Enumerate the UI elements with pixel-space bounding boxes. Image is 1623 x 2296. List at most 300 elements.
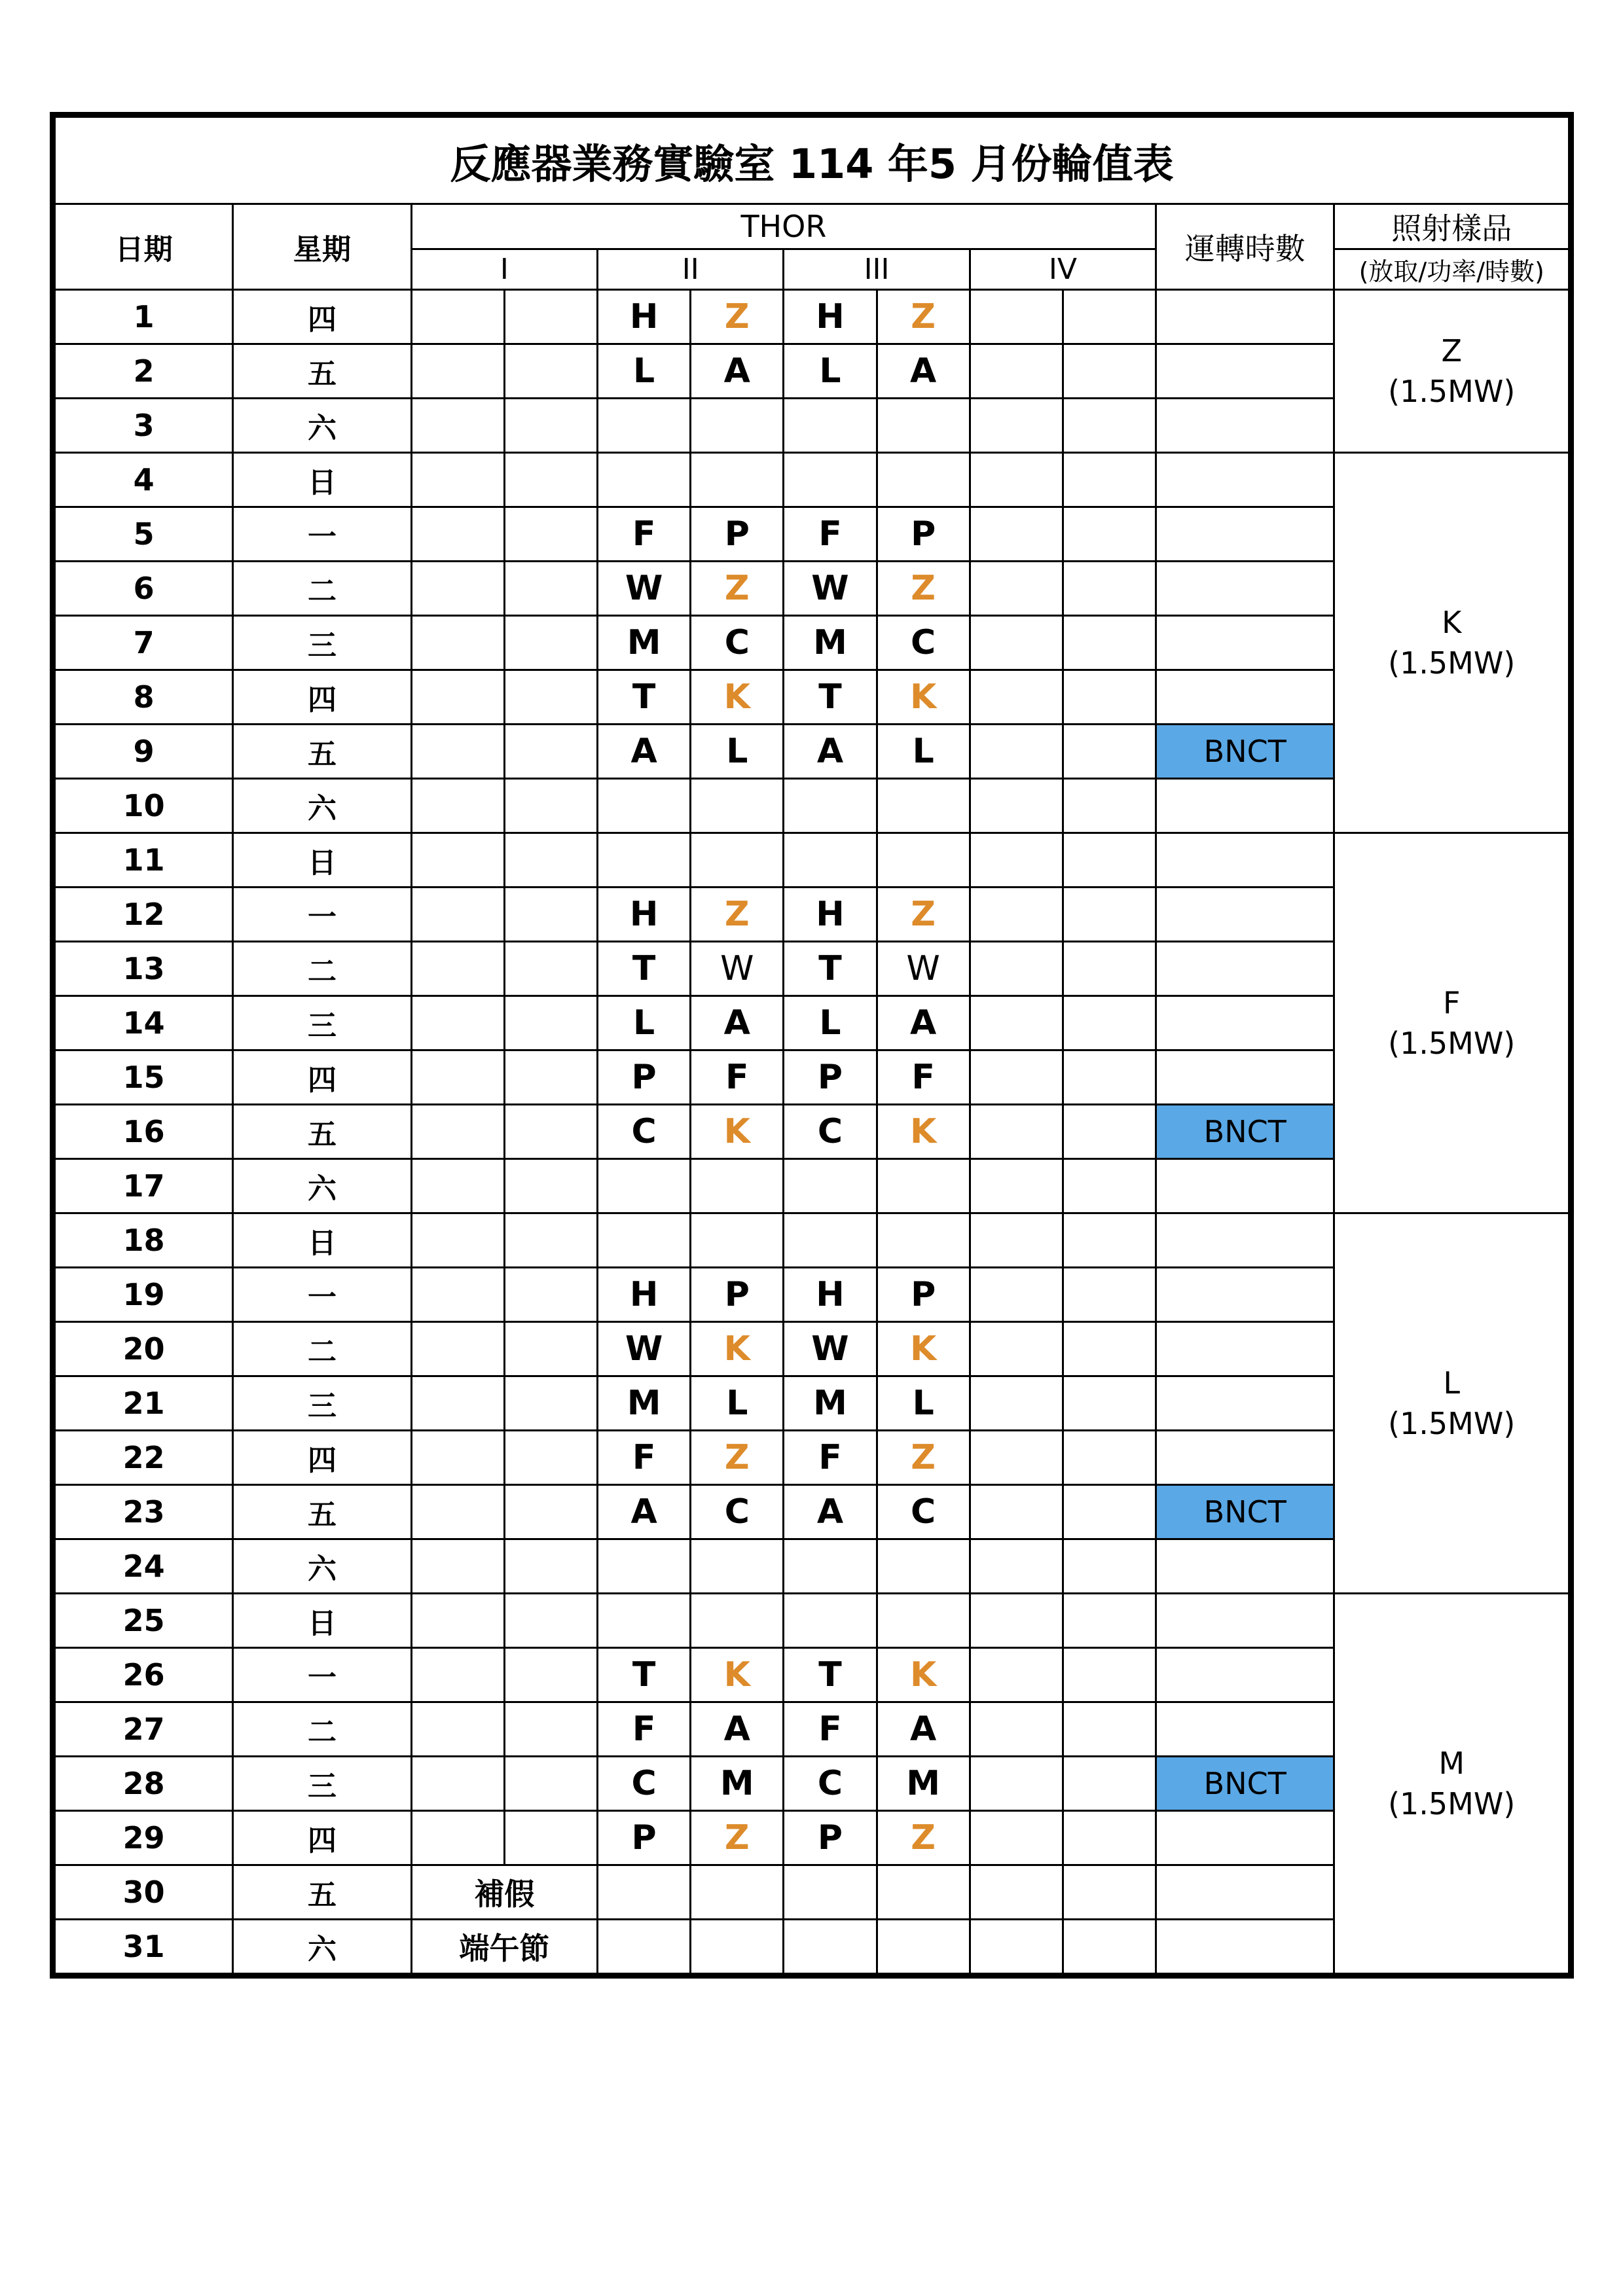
- sample-cell: [1334, 1594, 1569, 1974]
- thor-iv-b: [1063, 1268, 1156, 1322]
- thor-iv-b: [1063, 942, 1156, 996]
- thor-iii-staff-left: A: [784, 725, 877, 779]
- thor-ii-staff-left: T: [598, 1648, 691, 1702]
- duty-roster-table: [54, 116, 1570, 1975]
- weekday-cell: 三: [233, 996, 411, 1050]
- thor-i-b: [504, 1268, 597, 1322]
- thor-ii-staff-left: M: [598, 1376, 691, 1431]
- date-cell: 31: [55, 1920, 233, 1974]
- date-cell: 3: [55, 399, 233, 453]
- thor-ii-staff-left: [598, 1594, 691, 1648]
- thor-i-a: [411, 888, 504, 942]
- thor-iii-staff-right: M: [877, 1757, 970, 1811]
- thor-iv-b: [1063, 399, 1156, 453]
- table-row: [55, 1213, 1569, 1268]
- thor-ii-staff-left: F: [598, 1431, 691, 1485]
- date-cell: 2: [55, 344, 233, 399]
- thor-iv-b: [1063, 725, 1156, 779]
- thor-iv-b: [1063, 1594, 1156, 1648]
- thor-iii-staff-right: K: [877, 1648, 970, 1702]
- thor-iv-a: [970, 1811, 1063, 1865]
- hours-cell: [1156, 507, 1334, 562]
- thor-i-a: [411, 1376, 504, 1431]
- page-title: 反應器業務實驗室 114 年5 月份輪值表: [55, 117, 1569, 204]
- thor-ii-staff-left: H: [598, 290, 691, 344]
- date-cell: 10: [55, 779, 233, 833]
- thor-iii-staff-left: W: [784, 562, 877, 616]
- thor-ii-staff-left: [598, 779, 691, 833]
- thor-ii-staff-right: [691, 1159, 784, 1213]
- thor-iii-staff-right: Z: [877, 1431, 970, 1485]
- thor-ii-staff-right: A: [691, 344, 784, 399]
- thor-i-a: [411, 1105, 504, 1159]
- thor-i-b: [504, 1648, 597, 1702]
- weekday-cell: 日: [233, 1213, 411, 1268]
- thor-iii-staff-left: [784, 1539, 877, 1594]
- thor-iii-staff-left: [784, 1865, 877, 1920]
- thor-iv-a: [970, 1159, 1063, 1213]
- thor-i-b: [504, 1485, 597, 1539]
- thor-iii-staff-left: [784, 779, 877, 833]
- thor-i-a: [411, 1539, 504, 1594]
- thor-i-b: [504, 1811, 597, 1865]
- thor-ii-staff-right: K: [691, 670, 784, 725]
- thor-iii-staff-left: [784, 453, 877, 507]
- thor-i-a: [411, 562, 504, 616]
- thor-iii-staff-left: [784, 399, 877, 453]
- thor-ii-staff-right: [691, 1594, 784, 1648]
- thor-iv-a: [970, 290, 1063, 344]
- thor-iii-staff-right: K: [877, 1105, 970, 1159]
- thor-iii-staff-right: A: [877, 1702, 970, 1757]
- thor-iii-staff-left: L: [784, 344, 877, 399]
- hours-cell: [1156, 1865, 1334, 1920]
- hours-cell: [1156, 1920, 1334, 1974]
- thor-iii-staff-left: W: [784, 1322, 877, 1376]
- date-cell: 6: [55, 562, 233, 616]
- thor-i-a: [411, 399, 504, 453]
- hours-cell: [1156, 1159, 1334, 1213]
- thor-iv-b: [1063, 1159, 1156, 1213]
- thor-i-a: [411, 1594, 504, 1648]
- header-thor-ii: II: [598, 249, 784, 290]
- weekday-cell: 六: [233, 1539, 411, 1594]
- sample-power: (1.5MW): [1388, 645, 1516, 681]
- thor-ii-staff-left: H: [598, 888, 691, 942]
- date-cell: 14: [55, 996, 233, 1050]
- hours-cell: [1156, 1648, 1334, 1702]
- hours-cell: [1156, 1376, 1334, 1431]
- date-cell: 5: [55, 507, 233, 562]
- weekday-cell: 一: [233, 888, 411, 942]
- weekday-cell: 六: [233, 1920, 411, 1974]
- thor-iii-staff-left: T: [784, 942, 877, 996]
- weekday-cell: 六: [233, 1159, 411, 1213]
- date-cell: 18: [55, 1213, 233, 1268]
- header-weekday: 星期: [233, 204, 411, 290]
- thor-iii-staff-left: [784, 1213, 877, 1268]
- weekday-cell: 一: [233, 1648, 411, 1702]
- thor-iii-staff-right: P: [877, 507, 970, 562]
- thor-iii-staff-left: C: [784, 1757, 877, 1811]
- thor-iii-staff-right: L: [877, 1376, 970, 1431]
- thor-iv-a: [970, 562, 1063, 616]
- thor-i-a: [411, 1485, 504, 1539]
- thor-iv-b: [1063, 1811, 1156, 1865]
- thor-ii-staff-right: L: [691, 725, 784, 779]
- thor-ii-staff-right: A: [691, 996, 784, 1050]
- thor-iv-b: [1063, 670, 1156, 725]
- thor-iii-staff-right: L: [877, 725, 970, 779]
- thor-iv-b: [1063, 1865, 1156, 1920]
- thor-i-a: [411, 670, 504, 725]
- hours-cell: [1156, 453, 1334, 507]
- hours-cell: [1156, 1594, 1334, 1648]
- thor-iv-a: [970, 1485, 1063, 1539]
- sample-cell: [1334, 1213, 1569, 1594]
- thor-ii-staff-right: [691, 1539, 784, 1594]
- date-cell: 7: [55, 616, 233, 670]
- thor-ii-staff-left: F: [598, 1702, 691, 1757]
- thor-iv-b: [1063, 1376, 1156, 1431]
- thor-iii-staff-right: [877, 453, 970, 507]
- header-thor-iv: IV: [970, 249, 1156, 290]
- thor-iv-a: [970, 616, 1063, 670]
- thor-ii-staff-left: [598, 453, 691, 507]
- thor-i-b: [504, 1159, 597, 1213]
- thor-iii-staff-left: P: [784, 1050, 877, 1105]
- weekday-cell: 五: [233, 1485, 411, 1539]
- thor-i-a: [411, 453, 504, 507]
- thor-ii-staff-right: K: [691, 1105, 784, 1159]
- date-cell: 16: [55, 1105, 233, 1159]
- thor-ii-staff-right: [691, 399, 784, 453]
- thor-ii-staff-right: M: [691, 1757, 784, 1811]
- thor-i-a: [411, 507, 504, 562]
- thor-ii-staff-left: P: [598, 1811, 691, 1865]
- thor-iii-staff-right: Z: [877, 290, 970, 344]
- thor-iv-a: [970, 453, 1063, 507]
- thor-iii-staff-left: M: [784, 1376, 877, 1431]
- date-cell: 8: [55, 670, 233, 725]
- thor-ii-staff-left: A: [598, 1485, 691, 1539]
- table-row: [55, 290, 1569, 344]
- bnct-badge: BNCT: [1156, 1757, 1334, 1811]
- thor-i-a: [411, 1811, 504, 1865]
- thor-iv-b: [1063, 1105, 1156, 1159]
- thor-i-a: [411, 1213, 504, 1268]
- thor-ii-staff-left: W: [598, 562, 691, 616]
- thor-ii-staff-right: F: [691, 1050, 784, 1105]
- thor-ii-staff-left: [598, 399, 691, 453]
- hours-cell: [1156, 1213, 1334, 1268]
- table-row: [55, 833, 1569, 888]
- thor-i-b: [504, 833, 597, 888]
- thor-i-b: [504, 1376, 597, 1431]
- thor-iv-a: [970, 1050, 1063, 1105]
- thor-i-b: [504, 1431, 597, 1485]
- thor-iii-staff-right: Z: [877, 888, 970, 942]
- weekday-cell: 二: [233, 1322, 411, 1376]
- weekday-cell: 四: [233, 1811, 411, 1865]
- thor-ii-staff-right: A: [691, 1702, 784, 1757]
- thor-i-b: [504, 1322, 597, 1376]
- thor-i-b: [504, 670, 597, 725]
- thor-ii-staff-left: [598, 1920, 691, 1974]
- thor-iv-a: [970, 725, 1063, 779]
- hours-cell: [1156, 616, 1334, 670]
- thor-iv-a: [970, 1268, 1063, 1322]
- header-sample-sub: (放取/功率/時數): [1334, 249, 1569, 290]
- sample-name: F: [1442, 985, 1461, 1020]
- thor-i-b: [504, 344, 597, 399]
- thor-ii-staff-right: [691, 1920, 784, 1974]
- thor-iv-a: [970, 670, 1063, 725]
- thor-iii-staff-right: C: [877, 616, 970, 670]
- thor-ii-staff-left: [598, 1865, 691, 1920]
- thor-iii-staff-right: Z: [877, 562, 970, 616]
- thor-iii-staff-left: [784, 1159, 877, 1213]
- date-cell: 1: [55, 290, 233, 344]
- thor-iii-staff-right: Z: [877, 1811, 970, 1865]
- hours-cell: [1156, 1431, 1334, 1485]
- date-cell: 9: [55, 725, 233, 779]
- thor-ii-staff-left: F: [598, 507, 691, 562]
- thor-iii-staff-left: L: [784, 996, 877, 1050]
- header-date: 日期: [55, 204, 233, 290]
- thor-iii-staff-right: [877, 1865, 970, 1920]
- thor-i-b: [504, 562, 597, 616]
- sample-name: Z: [1441, 333, 1462, 368]
- bnct-badge: BNCT: [1156, 1105, 1334, 1159]
- thor-iii-staff-right: P: [877, 1268, 970, 1322]
- hours-cell: [1156, 1702, 1334, 1757]
- date-cell: 19: [55, 1268, 233, 1322]
- thor-iv-b: [1063, 616, 1156, 670]
- weekday-cell: 五: [233, 1865, 411, 1920]
- date-cell: 4: [55, 453, 233, 507]
- thor-ii-staff-left: [598, 1159, 691, 1213]
- thor-ii-staff-left: C: [598, 1757, 691, 1811]
- thor-iii-staff-left: [784, 1920, 877, 1974]
- thor-iii-staff-left: H: [784, 290, 877, 344]
- weekday-cell: 五: [233, 725, 411, 779]
- thor-ii-staff-right: C: [691, 616, 784, 670]
- thor-ii-staff-right: Z: [691, 290, 784, 344]
- thor-iv-a: [970, 1213, 1063, 1268]
- thor-ii-staff-left: M: [598, 616, 691, 670]
- hours-cell: [1156, 1268, 1334, 1322]
- weekday-cell: 四: [233, 290, 411, 344]
- thor-ii-staff-right: [691, 833, 784, 888]
- thor-iv-a: [970, 1648, 1063, 1702]
- thor-iii-staff-right: W: [877, 942, 970, 996]
- date-cell: 26: [55, 1648, 233, 1702]
- thor-iv-a: [970, 942, 1063, 996]
- weekday-cell: 二: [233, 1702, 411, 1757]
- thor-iv-b: [1063, 1539, 1156, 1594]
- thor-ii-staff-right: Z: [691, 1811, 784, 1865]
- thor-i-b: [504, 888, 597, 942]
- thor-iv-a: [970, 996, 1063, 1050]
- thor-iv-a: [970, 1539, 1063, 1594]
- thor-iii-staff-right: [877, 399, 970, 453]
- thor-iii-staff-right: [877, 1594, 970, 1648]
- thor-iv-a: [970, 1376, 1063, 1431]
- thor-iii-staff-left: C: [784, 1105, 877, 1159]
- thor-iv-a: [970, 1594, 1063, 1648]
- thor-iv-a: [970, 1105, 1063, 1159]
- weekday-cell: 三: [233, 1757, 411, 1811]
- weekday-cell: 五: [233, 344, 411, 399]
- thor-i-a: [411, 290, 504, 344]
- sample-cell: [1334, 833, 1569, 1213]
- thor-iv-a: [970, 888, 1063, 942]
- thor-iii-staff-left: F: [784, 1431, 877, 1485]
- thor-iv-a: [970, 1920, 1063, 1974]
- hours-cell: [1156, 996, 1334, 1050]
- thor-iii-staff-right: [877, 1213, 970, 1268]
- thor-ii-staff-left: C: [598, 1105, 691, 1159]
- thor-iv-b: [1063, 562, 1156, 616]
- thor-ii-staff-left: L: [598, 996, 691, 1050]
- thor-iv-a: [970, 507, 1063, 562]
- hours-cell: [1156, 1322, 1334, 1376]
- thor-i-b: [504, 725, 597, 779]
- header-hours: 運轉時數: [1156, 204, 1334, 290]
- sample-power: (1.5MW): [1388, 1026, 1516, 1061]
- sample-power: (1.5MW): [1388, 1786, 1516, 1821]
- weekday-cell: 日: [233, 1594, 411, 1648]
- thor-ii-staff-right: P: [691, 1268, 784, 1322]
- thor-iii-staff-right: A: [877, 344, 970, 399]
- thor-i-b: [504, 1702, 597, 1757]
- date-cell: 24: [55, 1539, 233, 1594]
- sample-power: (1.5MW): [1388, 1406, 1516, 1441]
- hours-cell: [1156, 1539, 1334, 1594]
- weekday-cell: 日: [233, 453, 411, 507]
- thor-iv-b: [1063, 1485, 1156, 1539]
- date-cell: 28: [55, 1757, 233, 1811]
- date-cell: 15: [55, 1050, 233, 1105]
- thor-i-a: [411, 1648, 504, 1702]
- thor-iv-b: [1063, 779, 1156, 833]
- thor-iv-b: [1063, 1757, 1156, 1811]
- thor-ii-staff-right: L: [691, 1376, 784, 1431]
- weekday-cell: 二: [233, 942, 411, 996]
- thor-iv-b: [1063, 290, 1156, 344]
- date-cell: 12: [55, 888, 233, 942]
- thor-ii-staff-right: Z: [691, 888, 784, 942]
- thor-i-b: [504, 942, 597, 996]
- thor-iii-staff-left: M: [784, 616, 877, 670]
- hours-cell: [1156, 670, 1334, 725]
- thor-ii-staff-left: P: [598, 1050, 691, 1105]
- thor-iv-a: [970, 779, 1063, 833]
- thor-i-a: [411, 344, 504, 399]
- weekday-cell: 一: [233, 1268, 411, 1322]
- weekday-cell: 六: [233, 779, 411, 833]
- thor-ii-staff-right: Z: [691, 562, 784, 616]
- hours-cell: [1156, 1050, 1334, 1105]
- date-cell: 25: [55, 1594, 233, 1648]
- thor-ii-staff-right: K: [691, 1322, 784, 1376]
- hours-cell: [1156, 1811, 1334, 1865]
- thor-i-b: [504, 1050, 597, 1105]
- date-cell: 30: [55, 1865, 233, 1920]
- thor-iii-staff-right: K: [877, 670, 970, 725]
- sample-name: M: [1438, 1746, 1465, 1781]
- thor-i-a: [411, 942, 504, 996]
- thor-i-a: [411, 833, 504, 888]
- thor-iv-a: [970, 1757, 1063, 1811]
- weekday-cell: 六: [233, 399, 411, 453]
- thor-iii-staff-right: [877, 833, 970, 888]
- duty-roster-sheet: [50, 112, 1574, 1979]
- date-cell: 21: [55, 1376, 233, 1431]
- hours-cell: [1156, 290, 1334, 344]
- hours-cell: [1156, 779, 1334, 833]
- thor-i-b: [504, 507, 597, 562]
- weekday-cell: 一: [233, 507, 411, 562]
- thor-iii-staff-right: [877, 1539, 970, 1594]
- table-row: [55, 1594, 1569, 1648]
- thor-iv-b: [1063, 1702, 1156, 1757]
- weekday-cell: 四: [233, 670, 411, 725]
- thor-iii-staff-left: T: [784, 1648, 877, 1702]
- thor-iv-b: [1063, 507, 1156, 562]
- header-thor-iii: III: [784, 249, 970, 290]
- weekday-cell: 五: [233, 1105, 411, 1159]
- thor-i-b: [504, 1757, 597, 1811]
- thor-iv-a: [970, 344, 1063, 399]
- hours-cell: [1156, 888, 1334, 942]
- table-row: [55, 453, 1569, 507]
- thor-i-a: [411, 1322, 504, 1376]
- thor-i-a: [411, 779, 504, 833]
- date-cell: 20: [55, 1322, 233, 1376]
- weekday-cell: 三: [233, 616, 411, 670]
- thor-i-a: [411, 1159, 504, 1213]
- thor-i-b: [504, 1105, 597, 1159]
- thor-iii-staff-left: A: [784, 1485, 877, 1539]
- thor-iv-b: [1063, 1920, 1156, 1974]
- thor-i-a: [411, 1050, 504, 1105]
- thor-i-a: [411, 616, 504, 670]
- thor-iv-b: [1063, 1322, 1156, 1376]
- thor-iii-staff-left: F: [784, 507, 877, 562]
- thor-iv-b: [1063, 888, 1156, 942]
- thor-i-b: [504, 616, 597, 670]
- weekday-cell: 二: [233, 562, 411, 616]
- thor-iv-b: [1063, 1050, 1156, 1105]
- hours-cell: [1156, 942, 1334, 996]
- thor-iv-a: [970, 1702, 1063, 1757]
- thor-iii-staff-right: [877, 1159, 970, 1213]
- thor-i-a: [411, 725, 504, 779]
- thor-i-b: [504, 399, 597, 453]
- date-cell: 27: [55, 1702, 233, 1757]
- thor-iii-staff-left: H: [784, 1268, 877, 1322]
- holiday-label: 補假: [411, 1865, 597, 1920]
- thor-iii-staff-left: T: [784, 670, 877, 725]
- thor-i-b: [504, 996, 597, 1050]
- thor-i-b: [504, 779, 597, 833]
- date-cell: 23: [55, 1485, 233, 1539]
- date-cell: 13: [55, 942, 233, 996]
- thor-ii-staff-left: T: [598, 670, 691, 725]
- thor-ii-staff-right: C: [691, 1485, 784, 1539]
